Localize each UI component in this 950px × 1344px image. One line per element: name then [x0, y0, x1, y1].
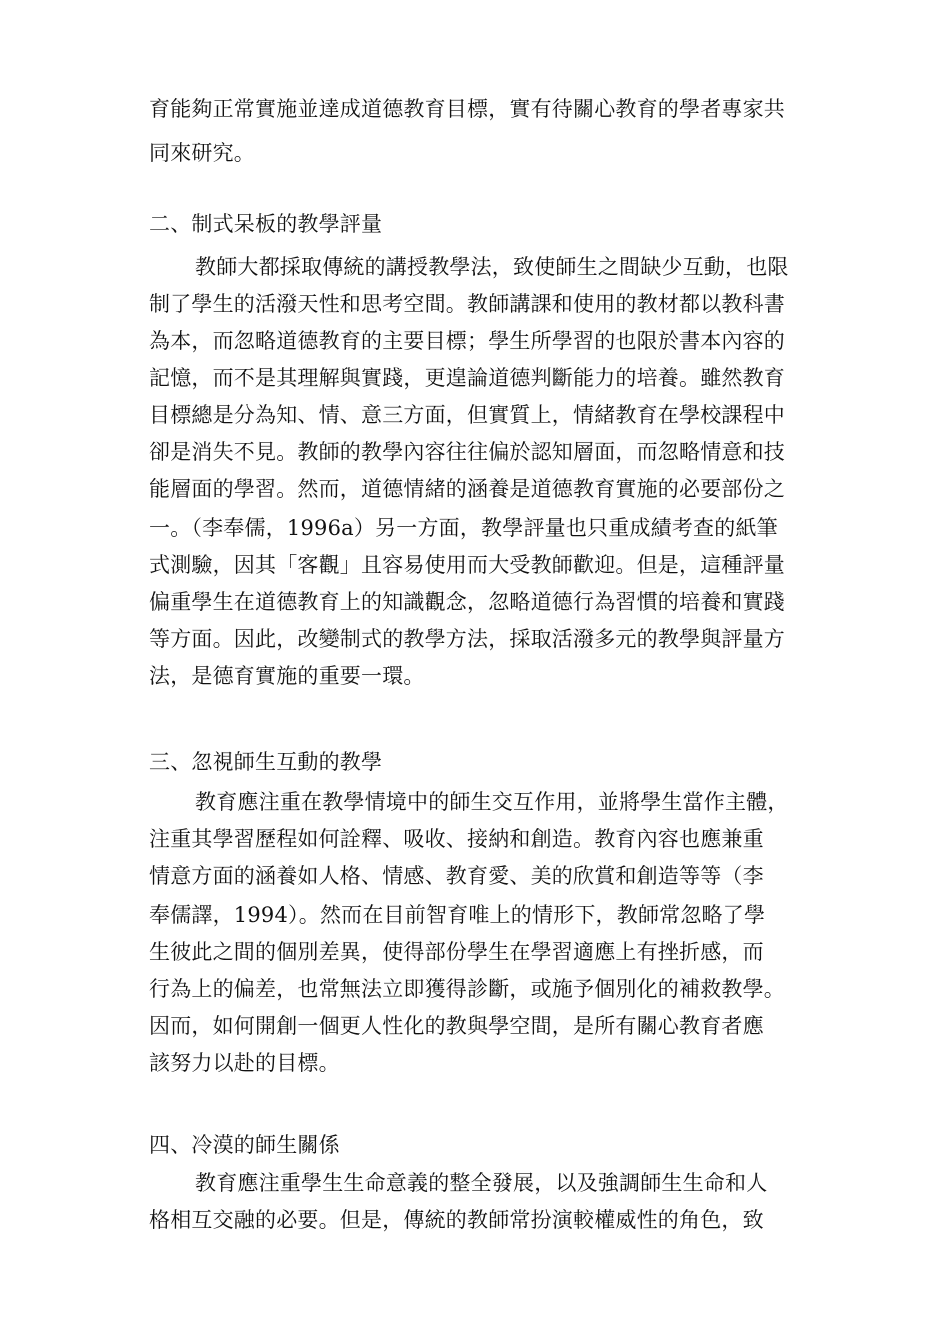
paragraph-line: 目標總是分為知、情、意三方面，但實質上，情緒教育在學校課程中	[149, 403, 785, 427]
paragraph-line: 一。（李奉儒，1996a）另一方面，教學評量也只重成績考查的紙筆	[149, 516, 778, 540]
paragraph-line: 等方面。因此，改變制式的教學方法，採取活潑多元的教學與評量方	[149, 627, 785, 651]
paragraph-line: 奉儒譯，1994）。然而在目前智育唯上的情形下，教師常忽略了學	[149, 903, 766, 927]
paragraph-line: 格相互交融的必要。但是，傳統的教師常扮演較權威性的角色，致	[149, 1208, 764, 1232]
paragraph-line: 為本，而忽略道德教育的主要目標；學生所學習的也限於書本內容的	[149, 329, 785, 353]
paragraph-line: 教師大都採取傳統的講授教學法，致使師生之間缺少互動，也限	[195, 255, 789, 279]
paragraph-line: 同來研究。	[149, 141, 255, 165]
paragraph-line: 該努力以赴的目標。	[149, 1051, 340, 1075]
paragraph-line: 偏重學生在道德教育上的知識觀念，忽略道德行為習慣的培養和實踐	[149, 590, 785, 614]
paragraph-line: 制了學生的活潑天性和思考空間。教師講課和使用的教材都以教科書	[149, 292, 785, 316]
paragraph-line: 法，是德育實施的重要一環。	[149, 664, 425, 688]
paragraph-line: 能層面的學習。然而，道德情緒的涵養是道德教育實施的必要部份之	[149, 477, 785, 501]
paragraph-line: 教育應注重學生生命意義的整全發展，以及強調師生生命和人	[195, 1171, 768, 1195]
paragraph-line: 因而，如何開創一個更人性化的教與學空間，是所有關心教育者應	[149, 1014, 764, 1038]
section-heading: 二、制式呆板的教學評量	[149, 212, 383, 236]
paragraph-line: 行為上的偏差，也常無法立即獲得診斷，或施予個別化的補救教學。	[149, 977, 785, 1001]
paragraph-line: 式測驗，因其「客觀」且容易使用而大受教師歡迎。但是，這種評量	[149, 553, 785, 577]
paragraph-line: 生彼此之間的個別差異，使得部份學生在學習適應上有挫折感，而	[149, 940, 764, 964]
paragraph-line: 注重其學習歷程如何詮釋、吸收、接納和創造。教育內容也應兼重	[149, 827, 764, 851]
paragraph-line: 育能夠正常實施並達成道德教育目標，實有待關心教育的學者專家共	[149, 97, 785, 121]
section-heading: 三、忽視師生互動的教學	[149, 750, 383, 774]
paragraph-line: 卻是消失不見。教師的教學內容往往偏於認知層面，而忽略情意和技	[149, 440, 785, 464]
section-heading: 四、冷漠的師生關係	[149, 1133, 340, 1157]
paragraph-line: 教育應注重在教學情境中的師生交互作用，並將學生當作主體，	[195, 790, 789, 814]
paragraph-line: 記憶，而不是其理解與實踐，更遑論道德判斷能力的培養。雖然教育	[149, 366, 785, 390]
paragraph-line: 情意方面的涵養如人格、情感、教育愛、美的欣賞和創造等等（李	[149, 864, 764, 888]
